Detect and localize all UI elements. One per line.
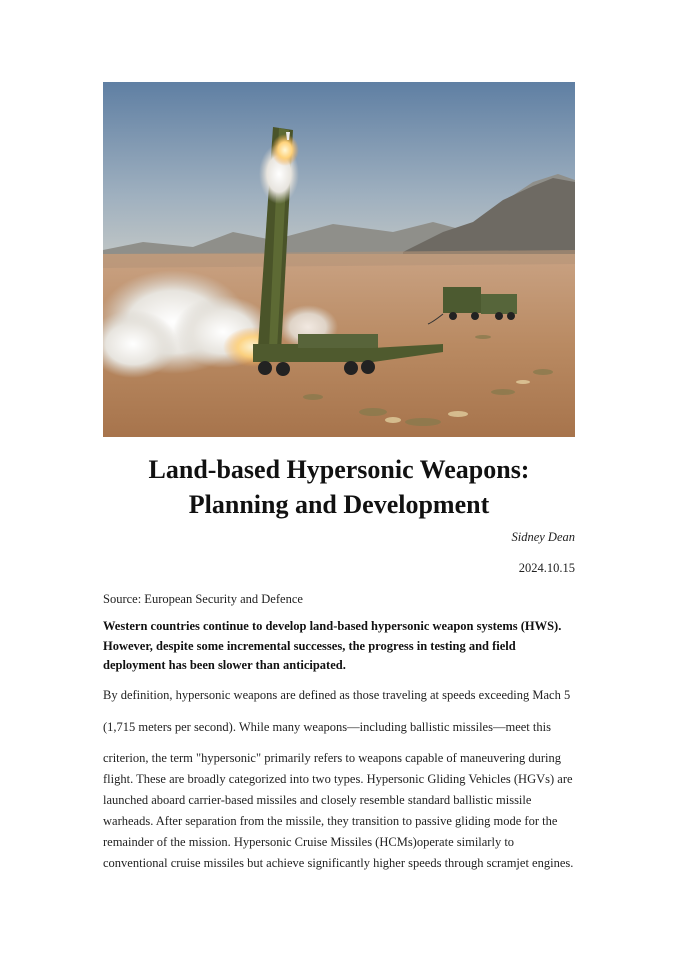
body-line: (1,715 meters per second). While many weapons—including ballistic missiles—meet this [103,720,551,734]
body-line: warheads. After separation from the missile, they transition to passive gliding mode for the [103,814,558,828]
body-line: remainder of the mission. Hypersonic Cruise Missiles (HCMs)operate similarly to [103,835,515,849]
source-line: Source: European Security and Defence [103,592,303,606]
body-line: criterion, the term "hypersonic" primarily refers to weapons capable of maneuvering during [103,751,561,765]
author-byline: Sidney Dean [511,530,575,544]
publish-date: 2024.10.15 [518,561,575,575]
body-line: launched aboard carrier-based missiles and closely resemble standard ballistic missile [103,793,532,807]
title-line-2: Planning and Development [188,490,490,519]
body-line: conventional cruise missiles but achieve significantly higher speeds through scramjet engines. [103,856,574,870]
title-line-1: Land-based Hypersonic Weapons: [148,455,530,484]
article-title [80,452,598,522]
body-line: By definition, hypersonic weapons are defined as those traveling at speeds exceeding Mach 5 [103,688,571,702]
hero-image-missile-launch [103,82,575,437]
lead-paragraph: Western countries continue to develop land-based hypersonic weapon systems (HWS). However, despite some incremental successes, the progress in testing and field deployment has been slower than anticipated. [103,619,562,672]
body-line: flight. These are broadly categorized into two types. Hypersonic Gliding Vehicles (HGVs) are [103,772,573,786]
